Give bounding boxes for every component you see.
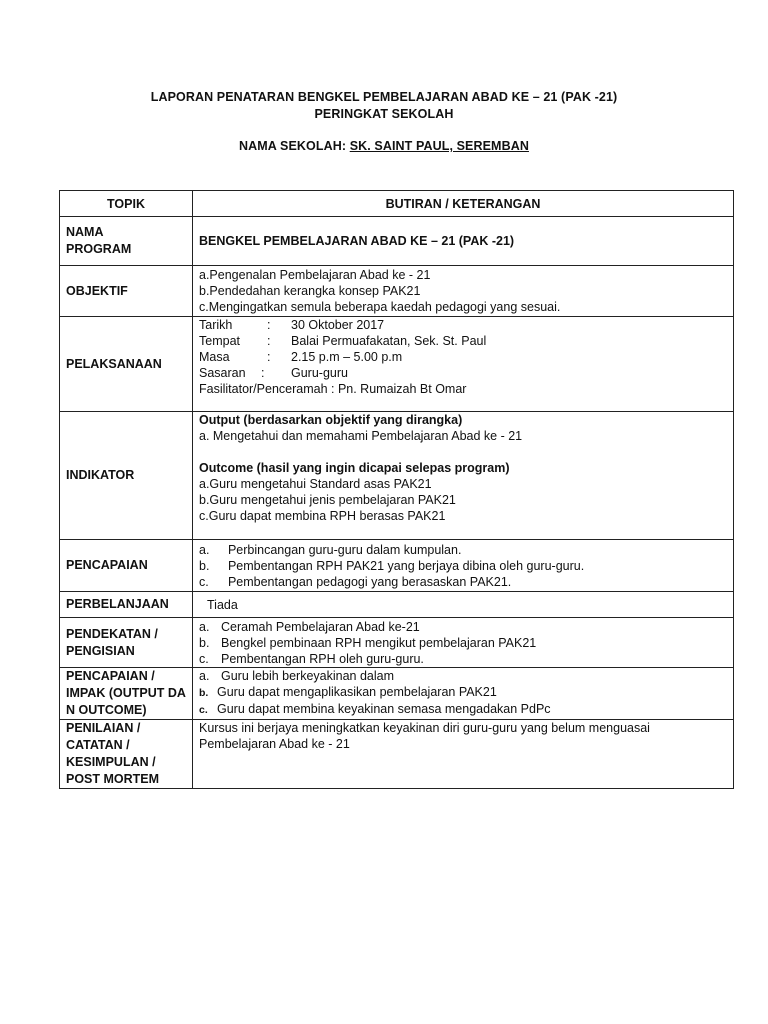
pelaksanaan-detail (193, 317, 734, 412)
table-header-row (60, 191, 734, 217)
report-table (59, 190, 734, 789)
topic-nama-program: NAMA PROGRAM (60, 217, 193, 266)
outcome-line: b.Guru mengetahui jenis pembelajaran PAK21 (199, 493, 456, 507)
outcome-line: a.Guru mengetahui Standard asas PAK21 (199, 477, 432, 491)
topic-impak: PENCAPAIAN / IMPAK (OUTPUT DA N OUTCOME) (60, 668, 193, 720)
row-perbelanjaan (60, 592, 734, 618)
outcome-heading: Outcome (hasil yang ingin dicapai selepas program) (199, 461, 510, 475)
list-item: a. Ceramah Pembelajaran Abad ke-21 (199, 619, 420, 634)
objektif-line: c.Mengingatkan semula beberapa kaedah pedagogi yang sesuai. (199, 300, 561, 314)
list-item: c. Guru dapat membina keyakinan semasa mengadakan PdPc (199, 702, 551, 716)
pendekatan-detail (193, 618, 734, 668)
report-title: LAPORAN PENATARAN BENGKEL PEMBELAJARAN ABAD KE – 21 (PAK -21) (150, 90, 618, 104)
list-item: b. Pembentangan RPH PAK21 yang berjaya dibina oleh guru-guru. (199, 558, 585, 573)
topic-indikator: INDIKATOR (60, 412, 193, 540)
pencapaian-detail (193, 540, 734, 592)
indikator-detail (193, 412, 734, 540)
pelaksanaan-item: Sasaran : Guru-guru (199, 366, 348, 380)
perbelanjaan-value: Tiada (193, 592, 734, 618)
list-item: c. Pembentangan pedagogi yang berasaskan PAK21. (199, 574, 512, 589)
penilaian-text: Kursus ini berjaya meningkatkan keyakinan diri guru-guru yang belum menguasai Pembelajaran Abad ke - 21 (193, 720, 734, 789)
school-name: SK. SAINT PAUL, SEREMBAN (349, 139, 529, 153)
row-pelaksanaan (60, 317, 734, 412)
topic-pelaksanaan: PELAKSANAAN (60, 317, 193, 412)
row-pencapaian (60, 540, 734, 592)
nama-program-value: BENGKEL PEMBELAJARAN ABAD KE – 21 (PAK -21) (193, 217, 734, 266)
objektif-line: a.Pengenalan Pembelajaran Abad ke - 21 (199, 268, 431, 282)
row-pendekatan (60, 618, 734, 668)
objektif-detail (193, 266, 734, 317)
pelaksanaan-item: Masa : 2.15 p.m – 5.00 p.m (199, 350, 403, 364)
row-objektif (60, 266, 734, 317)
topic-pendekatan: PENDEKATAN / PENGISIAN (60, 618, 193, 668)
row-indikator (60, 412, 734, 540)
list-item: b. Bengkel pembinaan RPH mengikut pembelajaran PAK21 (199, 635, 537, 650)
list-item: c. Pembentangan RPH oleh guru-guru. (199, 651, 424, 666)
row-nama-program (60, 217, 734, 266)
pelaksanaan-item: Tempat : Balai Permuafakatan, Sek. St. Paul (199, 334, 487, 348)
topic-perbelanjaan: PERBELANJAAN (60, 592, 193, 618)
row-penilaian (60, 720, 734, 789)
topic-objektif: OBJEKTIF (60, 266, 193, 317)
objektif-line: b.Pendedahan kerangka konsep PAK21 (199, 284, 421, 298)
outcome-line: c.Guru dapat membina RPH berasas PAK21 (199, 509, 446, 523)
header-butiran: BUTIRAN / KETERANGAN (193, 191, 734, 217)
pelaksanaan-item: Tarikh : 30 Oktober 2017 (199, 318, 385, 332)
school-label: NAMA SEKOLAH: (239, 139, 350, 153)
impak-detail (193, 668, 734, 720)
topic-penilaian: PENILAIAN / CATATAN / KESIMPULAN / POST MORTEM (60, 720, 193, 789)
list-item: a. Perbincangan guru-guru dalam kumpulan. (199, 542, 462, 557)
list-item: a. Guru lebih berkeyakinan dalam (199, 669, 395, 683)
fasilitator-line: Fasilitator/Penceramah : Pn. Rumaizah Bt Omar (199, 382, 467, 396)
list-item: b. Guru dapat mengaplikasikan pembelajaran PAK21 (199, 685, 497, 699)
report-subtitle: PERINGKAT SEKOLAH (314, 107, 454, 121)
output-heading: Output (berdasarkan objektif yang dirangka) (199, 413, 463, 427)
row-impak (60, 668, 734, 720)
output-line: a. Mengetahui dan memahami Pembelajaran Abad ke - 21 (199, 429, 523, 443)
topic-pencapaian: PENCAPAIAN (60, 540, 193, 592)
header-topik: TOPIK (60, 191, 193, 217)
school-line (0, 139, 768, 153)
